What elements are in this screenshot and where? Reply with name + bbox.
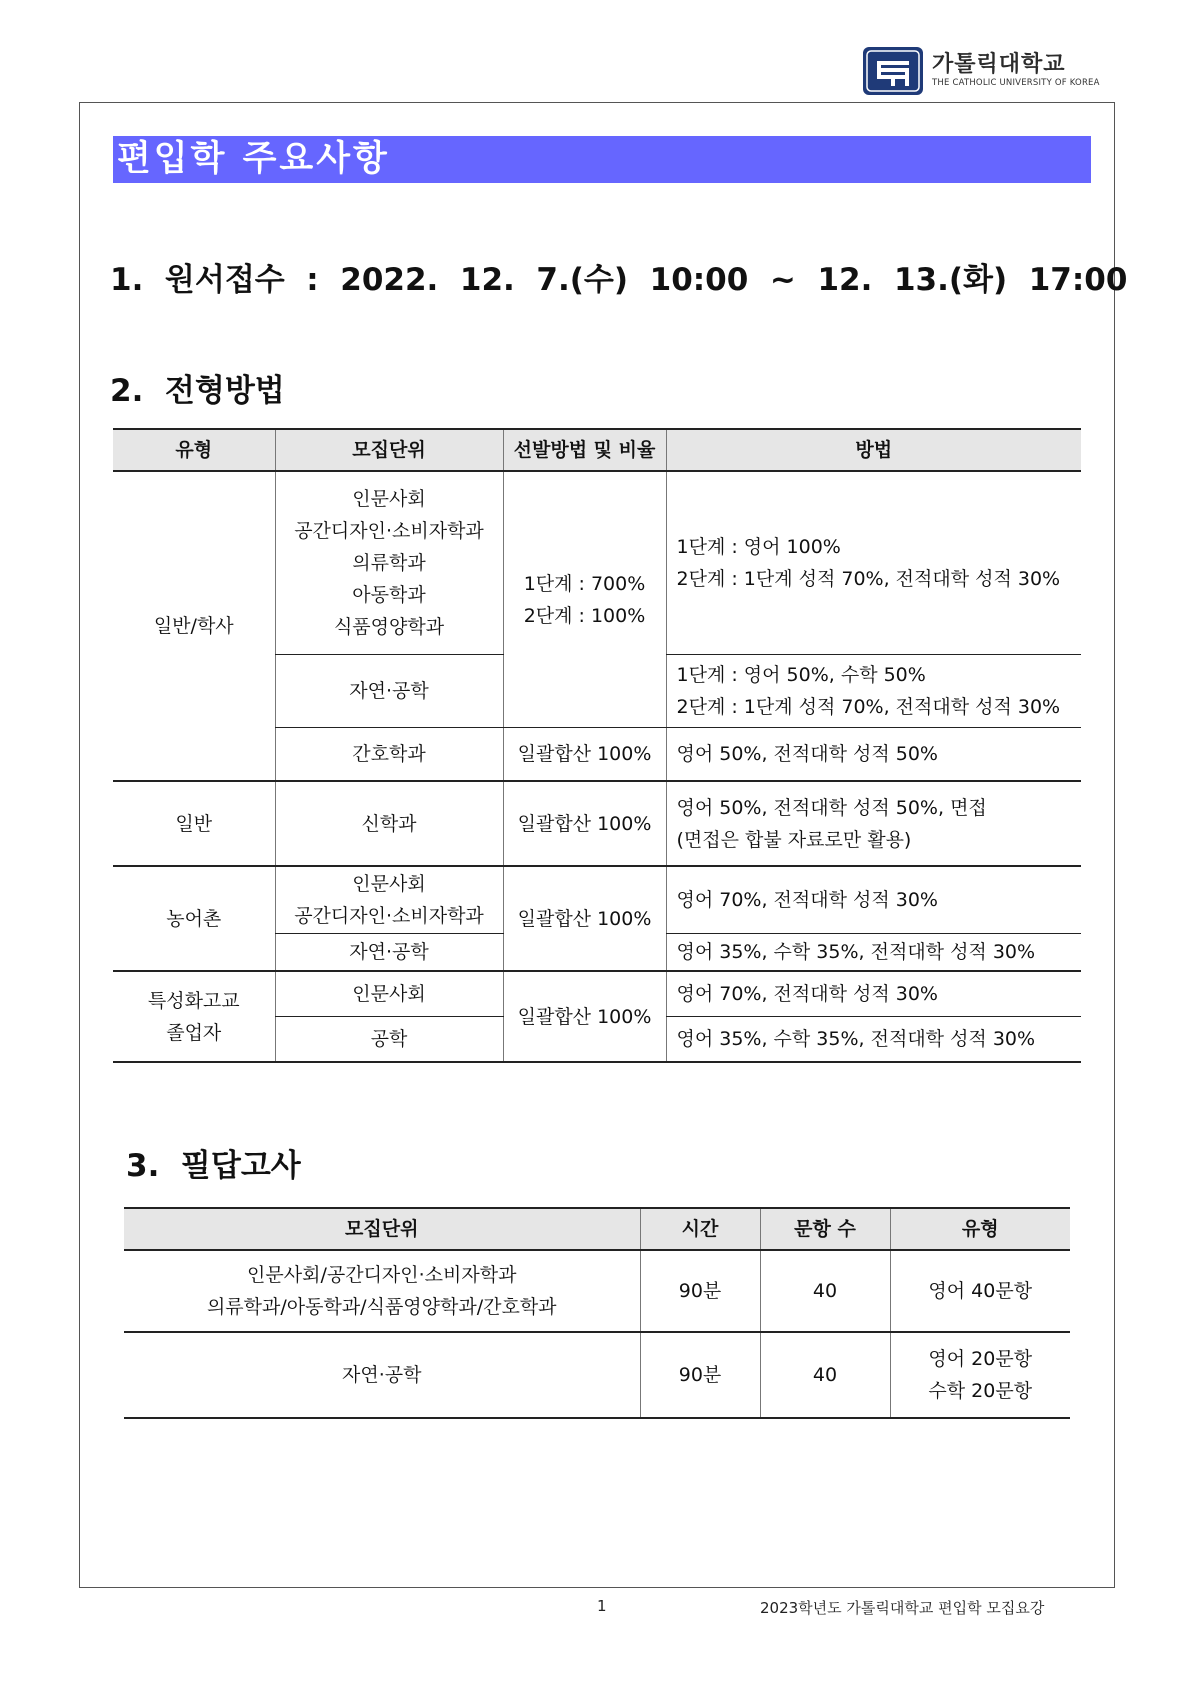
table-row xyxy=(113,866,1081,934)
page-title-banner: 편입학 주요사항 xyxy=(113,136,1091,183)
table-header-row xyxy=(113,429,1081,471)
university-name-english: THE CATHOLIC UNIVERSITY OF KOREA xyxy=(932,78,1100,88)
exam-type: 영어 40문항 xyxy=(890,1250,1070,1332)
method-special-humanities: 영어 70%, 전적대학 성적 30% xyxy=(666,971,1081,1017)
exam-type xyxy=(890,1332,1070,1418)
type-general-bachelor: 일반/학사 xyxy=(113,471,275,781)
header-ratio: 선발방법 및 비율 xyxy=(503,429,666,471)
header-count: 문항 수 xyxy=(760,1208,890,1250)
type-rural: 농어촌 xyxy=(113,866,275,971)
method-science xyxy=(666,655,1081,728)
unit-rural-humanities xyxy=(275,866,503,934)
header-type: 유형 xyxy=(890,1208,1070,1250)
ratio-lump: 일괄합산 100% xyxy=(503,866,666,971)
unit-theology: 신학과 xyxy=(275,781,503,866)
header-method: 방법 xyxy=(666,429,1081,471)
university-seal-icon xyxy=(862,46,924,96)
method-line: 영어 50%, 전적대학 성적 50%, 면접 xyxy=(676,796,987,819)
table-row xyxy=(124,1332,1070,1418)
ratio-lump: 일괄합산 100% xyxy=(503,781,666,866)
page-number: 1 xyxy=(597,1597,607,1615)
unit-line: 공간디자인·소비자학과 xyxy=(294,520,484,542)
table-row xyxy=(113,971,1081,1017)
unit-line: 식품영양학과 xyxy=(333,616,445,638)
table-row xyxy=(113,471,1081,655)
table-row xyxy=(113,781,1081,866)
type-line: 수학 20문항 xyxy=(928,1380,1033,1402)
table-row xyxy=(124,1250,1070,1332)
method-rural-humanities: 영어 70%, 전적대학 성적 30% xyxy=(666,866,1081,934)
exam-count: 40 xyxy=(760,1332,890,1418)
footer-title: 2023학년도 가톨릭대학교 편입학 모집요강 xyxy=(760,1599,1045,1617)
ratio-line: 1단계 : 700% xyxy=(523,572,646,595)
header-unit: 모집단위 xyxy=(275,429,503,471)
exam-time: 90분 xyxy=(640,1250,760,1332)
unit-line: 아동학과 xyxy=(352,584,426,606)
type-line: 특성화고교 xyxy=(147,989,240,1012)
header-type: 유형 xyxy=(113,429,275,471)
unit-science: 자연·공학 xyxy=(275,655,503,728)
exam-unit: 자연·공학 xyxy=(124,1332,640,1418)
unit-rural-science: 자연·공학 xyxy=(275,934,503,972)
unit-special-humanities: 인문사회 xyxy=(275,971,503,1017)
unit-special-engineering: 공학 xyxy=(275,1017,503,1063)
method-humanities xyxy=(666,471,1081,655)
university-logo xyxy=(862,46,1100,96)
unit-line: 의류학과 xyxy=(352,552,426,574)
unit-line: 인문사회 xyxy=(352,873,426,895)
section-selection-method: 2. 전형방법 xyxy=(110,373,285,409)
header-time: 시간 xyxy=(640,1208,760,1250)
method-line: 1단계 : 영어 100% xyxy=(676,536,841,558)
method-line: 2단계 : 1단계 성적 70%, 전적대학 성적 30% xyxy=(676,568,1061,590)
exam-count: 40 xyxy=(760,1250,890,1332)
ratio-lump: 일괄합산 100% xyxy=(503,728,666,782)
written-exam-table xyxy=(124,1207,1070,1419)
ratio-stage xyxy=(503,471,666,728)
section-application-period: 1. 원서접수 : 2022. 12. 7.(수) 10:00 ~ 12. 13.(화) 17:00 xyxy=(110,262,1128,298)
unit-humanities-group xyxy=(275,471,503,655)
type-line: 영어 20문항 xyxy=(928,1348,1033,1370)
selection-method-table xyxy=(113,428,1081,1063)
method-rural-science: 영어 35%, 수학 35%, 전적대학 성적 30% xyxy=(666,934,1081,972)
method-special-engineering: 영어 35%, 수학 35%, 전적대학 성적 30% xyxy=(666,1017,1081,1063)
exam-unit xyxy=(124,1250,640,1332)
method-line: 2단계 : 1단계 성적 70%, 전적대학 성적 30% xyxy=(676,696,1061,718)
table-header-row xyxy=(124,1208,1070,1250)
method-line: (면접은 합불 자료로만 활용) xyxy=(676,828,912,851)
unit-line: 인문사회/공간디자인·소비자학과 xyxy=(247,1264,517,1286)
method-nursing: 영어 50%, 전적대학 성적 50% xyxy=(666,728,1081,782)
ratio-line: 2단계 : 100% xyxy=(523,604,646,627)
university-name-korean: 가톨릭대학교 xyxy=(932,52,1066,77)
unit-line: 공간디자인·소비자학과 xyxy=(294,905,484,927)
header-unit: 모집단위 xyxy=(124,1208,640,1250)
type-general: 일반 xyxy=(113,781,275,866)
method-theology xyxy=(666,781,1081,866)
unit-line: 의류학과/아동학과/식품영양학과/간호학과 xyxy=(206,1296,557,1318)
ratio-lump: 일괄합산 100% xyxy=(503,971,666,1062)
exam-time: 90분 xyxy=(640,1332,760,1418)
section-written-exam: 3. 필답고사 xyxy=(126,1148,301,1184)
method-line: 1단계 : 영어 50%, 수학 50% xyxy=(676,664,926,686)
type-special xyxy=(113,971,275,1062)
unit-nursing: 간호학과 xyxy=(275,728,503,782)
unit-line: 인문사회 xyxy=(352,488,426,510)
type-line: 졸업자 xyxy=(166,1021,222,1044)
